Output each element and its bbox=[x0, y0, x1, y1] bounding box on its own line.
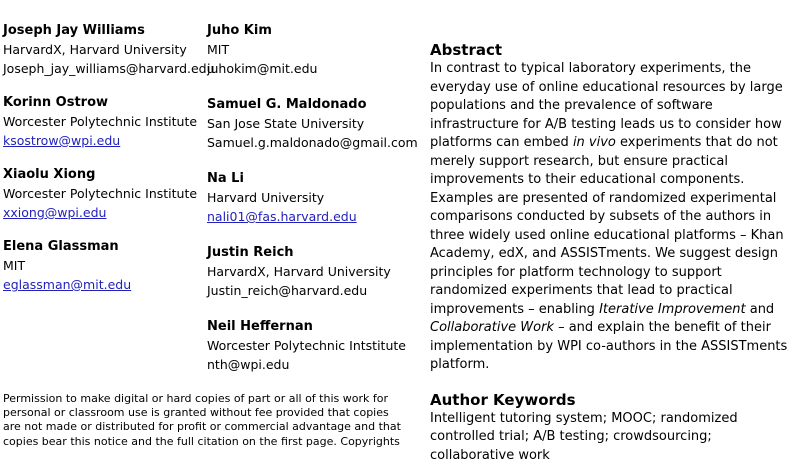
author-name: Juho Kim bbox=[207, 21, 425, 40]
author-affiliation: Worcester Polytechnic Intstitute bbox=[207, 336, 425, 355]
abstract-heading: Abstract bbox=[430, 40, 798, 60]
author-column-left bbox=[3, 21, 205, 309]
author-column-middle bbox=[207, 21, 425, 391]
abstract-italic-collaborative-work: Collaborative Work bbox=[430, 320, 554, 335]
author-email-link[interactable]: ksostrow@wpi.edu bbox=[3, 131, 205, 150]
author-keywords-heading: Author Keywords bbox=[430, 390, 798, 410]
author-block bbox=[207, 169, 425, 226]
permission-notice: Permission to make digital or hard copies of part or all of this work for personal or classroom use is granted without fee provided that copies are not made or distributed for profit or commercial advantage and that copies bear this notice and the full citation on the first page. Copyrights bbox=[3, 392, 401, 449]
author-name: Justin Reich bbox=[207, 243, 425, 262]
author-name: Neil Heffernan bbox=[207, 317, 425, 336]
abstract-text bbox=[430, 60, 798, 375]
author-keywords-text: Intelligent tutoring system; MOOC; randomized controlled trial; A/B testing; crowdsourcing; collaborative work bbox=[430, 410, 798, 465]
author-email-link[interactable]: nali01@fas.harvard.edu bbox=[207, 207, 425, 226]
abstract-italic-in-vivo: in vivo bbox=[573, 135, 616, 150]
author-affiliation: MIT bbox=[207, 40, 425, 59]
author-email: nth@wpi.edu bbox=[207, 355, 425, 374]
author-affiliation: Worcester Polytechnic Institute bbox=[3, 112, 205, 131]
abstract-column bbox=[430, 40, 798, 465]
author-email: Samuel.g.maldonado@gmail.com bbox=[207, 133, 425, 152]
author-email: Justin_reich@harvard.edu bbox=[207, 281, 425, 300]
author-email-link[interactable]: eglassman@mit.edu bbox=[3, 275, 205, 294]
author-name: Samuel G. Maldonado bbox=[207, 95, 425, 114]
author-email: juhokim@mit.edu bbox=[207, 59, 425, 78]
author-block bbox=[207, 95, 425, 152]
author-email-link[interactable]: xxiong@wpi.edu bbox=[3, 203, 205, 222]
abstract-segment: and bbox=[746, 302, 775, 317]
author-affiliation: Worcester Polytechnic Institute bbox=[3, 184, 205, 203]
author-name: Joseph Jay Williams bbox=[3, 21, 205, 40]
author-affiliation: HarvardX, Harvard University bbox=[207, 262, 425, 281]
author-block bbox=[3, 21, 205, 78]
author-block bbox=[207, 21, 425, 78]
author-block bbox=[3, 237, 205, 294]
author-affiliation: HarvardX, Harvard University bbox=[3, 40, 205, 59]
abstract-segment: experiments that do not merely support research, but ensure practical improvements to their educational components. Examples are presented of randomized experimental comparisons conducted by subsets of the authors in three widely used online educational platforms – Khan Academy, edX, and ASSISTments. We suggest design principles for platform technology to support randomized experiments that lead to practical improvements – enabling bbox=[430, 135, 784, 317]
author-affiliation: San Jose State University bbox=[207, 114, 425, 133]
author-block bbox=[207, 317, 425, 374]
abstract-italic-iterative-improvement: Iterative Improvement bbox=[599, 302, 746, 317]
author-email: Joseph_jay_williams@harvard.edu bbox=[3, 59, 205, 78]
author-name: Korinn Ostrow bbox=[3, 93, 205, 112]
abstract-segment: – and explain the benefit of their implementation by WPI co-authors in the ASSISTments platform. bbox=[430, 320, 787, 372]
author-affiliation: Harvard University bbox=[207, 188, 425, 207]
author-affiliation: MIT bbox=[3, 256, 205, 275]
author-block bbox=[207, 243, 425, 300]
author-block bbox=[3, 93, 205, 150]
author-block bbox=[3, 165, 205, 222]
author-name: Elena Glassman bbox=[3, 237, 205, 256]
author-name: Na Li bbox=[207, 169, 425, 188]
author-name: Xiaolu Xiong bbox=[3, 165, 205, 184]
abstract-segment: In contrast to typical laboratory experiments, the everyday use of online educational resources by large populations and the prevalence of software infrastructure for A/B testing leads us to consider how platforms can embed bbox=[430, 61, 783, 150]
